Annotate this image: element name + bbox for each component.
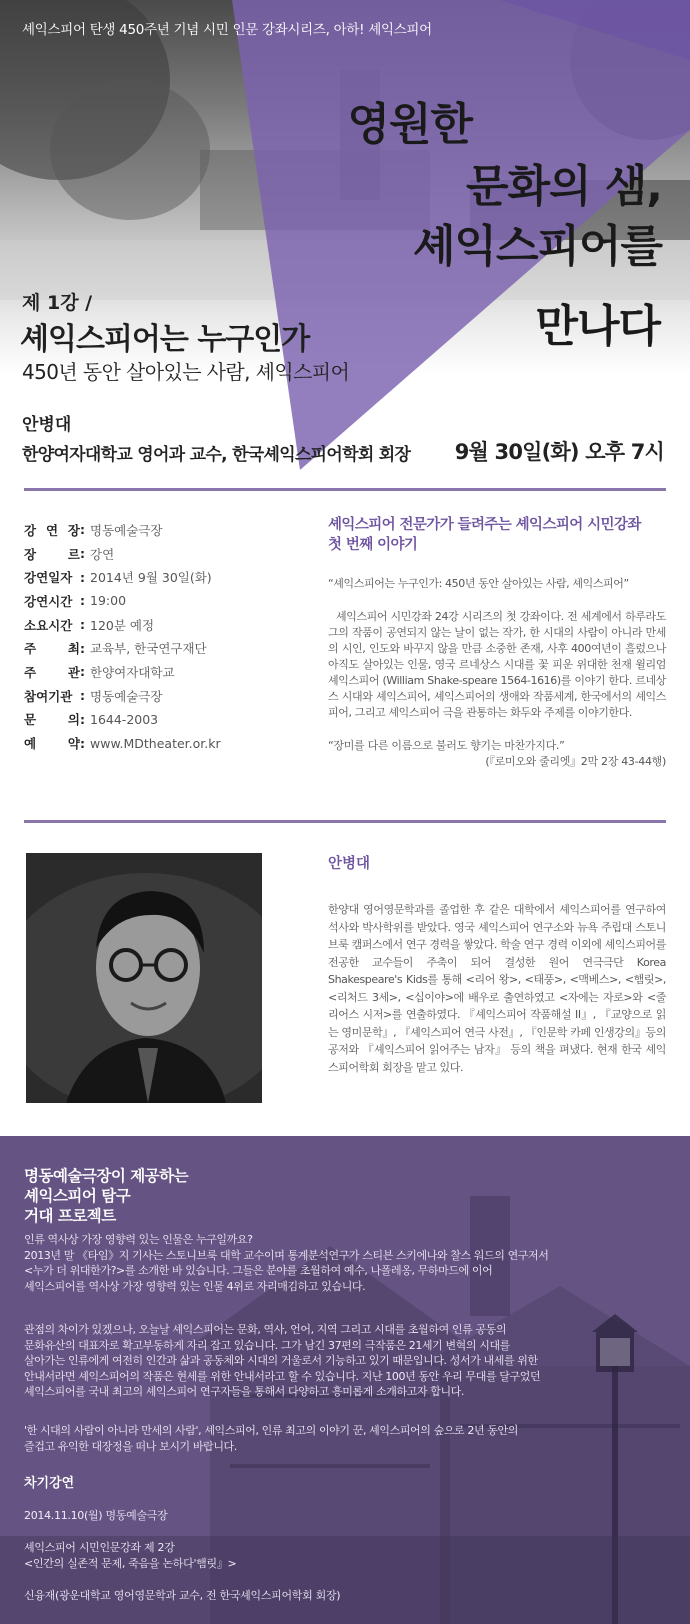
info-row-organizer: 주 관 : 한양여자대학교 [24, 664, 175, 680]
lecture-heading-line-1: 셰익스피어 전문가가 들려주는 셰익스피어 시민강좌 [328, 517, 641, 533]
text-line: 안내서라면 셰익스피어의 작품은 현세를 위한 안내서라고 할 수 있습니다. 지난 100년 동안 우리 무대를 달구었던 [24, 1369, 541, 1383]
info-label: 주 관 [24, 664, 80, 680]
info-value: 19:00 [90, 593, 127, 609]
project-paragraph-2 [24, 1322, 604, 1400]
info-value: 120분 예정 [90, 617, 155, 633]
text-line: 문화유산의 대표자로 확고부동하게 자리 잡고 있습니다. 그가 남긴 37편의 극작품은 21세기 변혁의 시대를 [24, 1338, 510, 1352]
text-line: 2013년 말 《타임》지 기사는 스토니브룩 대학 교수이며 통계분석연구가 스티븐 스키에나와 찰스 워드의 연구저서 [24, 1248, 549, 1262]
headline-line-4: 만나다 [535, 301, 660, 352]
headline-line-2: 문화의 샘, [465, 161, 662, 212]
info-label: 강 연 장 [24, 522, 80, 538]
lecture-datetime: 9월 30일(화) 오후 7시 [454, 440, 664, 464]
speaker-photo [26, 853, 262, 1103]
lecture-subtitle: 450년 동안 살아있는 사람, 셰익스피어 [22, 360, 350, 384]
profile-bio: 한양대 영어영문학과를 졸업한 후 같은 대학에서 셰익스피어를 연구하여 석사와 박사학위를 받았다. 영국 셰익스피어 연구소와 뉴욕 주립대 스토니브룩 캠퍼스에서 연구 경력을 쌓았다. 학술 연구 경력 이외에 셰익스피어를 전공한 교수들이 주축이 되어 결성한 원어 연극극단 Korea Shakespeare's Kids를 통해 <리어 왕>, <태풍>, <맥베스>, <햄릿>, <리처드 3세>, <십이야>에 배우로 출연하였고 <자에는 자로>와 <줄리어스 시저>를 연출하였다. 『셰익스피어 작품해설 II』, 『교양으로 읽는 영미문학』, 『셰익스피어 연극 사전』, 『인문학 카페 인생강의』등의 공저와 『셰익스피어 읽어주는 남자』 등의 책을 펴냈다. 현재 한국 셰익스피어학회 회장을 맡고 있다. [328, 903, 666, 1074]
divider-middle [24, 820, 666, 823]
reservation-link[interactable]: www.MDtheater.or.kr [90, 735, 221, 751]
info-label: 주 최 [24, 641, 80, 657]
info-value: 명동예술극장 [90, 522, 163, 538]
info-label: 강연시간 [24, 593, 73, 609]
rose-quote-source: (『로미오와 줄리엣』2막 2장 43-44행) [485, 755, 666, 768]
profile-name: 안병대 [328, 856, 371, 872]
info-label: 장 르 [24, 546, 80, 562]
info-value: 강연 [90, 546, 115, 562]
project-paragraph-3 [24, 1423, 604, 1454]
headline-line-1: 영원한 [347, 99, 472, 150]
next-lecture-title: <인간의 실존적 문제, 죽음을 논하다'햄릿』> [24, 1557, 237, 1570]
info-label: 소요시간 [24, 617, 73, 633]
next-lecture-heading: 차기강연 [24, 1476, 75, 1491]
lecture-description [328, 515, 666, 769]
event-info-list [24, 518, 304, 755]
project-paragraph-1 [24, 1232, 604, 1294]
info-value: 명동예술극장 [90, 688, 163, 704]
lecture-body: 셰익스피어 시민강좌 24강 시리즈의 첫 강좌이다. 전 세계에서 하루라도 그의 작품이 공연되지 않는 날이 없는 작가, 한 시대의 사람이 아니라 만세의 시인, 인도와 바꾸지 않을 만큼 소중한 존재, 사후 400여년이 흘렀으나 아직도 살아있는 인물, 영국 르네상스 시대를 꽃 피운 위대한 천재 윌리엄 셰익스피어 (William Shake-speare 1564-1616)를 이야기 한다. 르네상스 시대와 셰익스피어, 셰익스피어의 생애와 작품세계, 한국에서의 셰익스피어, 그리고 셰익스피어 극을 관통하는 화두와 주제를 이야기한다. [328, 610, 666, 719]
text-line: 관점의 차이가 있겠으나, 오늘날 셰익스피어는 문화, 역사, 언어, 지역 그리고 시대를 초월하여 인류 공동의 [24, 1323, 507, 1336]
text-line: '한 시대의 사람이 아니라 만세의 사람', 셰익스피어, 인류 최고의 이야기 꾼, 셰익스피어의 숲으로 2년 동안의 [24, 1424, 518, 1437]
text-line: 인류 역사상 가장 영향력 있는 인물은 누구일까요? [24, 1233, 253, 1246]
project-section [0, 1136, 690, 1624]
series-title: 셰익스피어 탄생 450주년 기념 시민 인문 강좌시리즈, 아하! 셰익스피어 [22, 22, 432, 38]
divider-top [24, 488, 666, 491]
info-row-venue: 강 연 장 : 명동예술극장 [24, 522, 163, 538]
info-row-date: 강연일자 : 2014년 9월 30일(화) [24, 569, 212, 586]
lecture-heading-line-2: 첫 번째 이야기 [328, 537, 418, 553]
rose-quote: “장미를 다른 이름으로 불러도 향기는 마찬가지다.” [328, 739, 565, 752]
lecture-number: 제 1강 / [22, 292, 93, 314]
text-line: <누가 더 위대한가?>를 소개한 바 있습니다. 그들은 분야를 초월하여 예수, 나폴레옹, 무하마드에 이어 [24, 1264, 493, 1277]
info-value: 2014년 9월 30일(화) [90, 570, 212, 586]
speaker-affiliation: 한양여자대학교 영어과 교수, 한국셰익스피어학회 회장 [22, 445, 411, 465]
text-line: 셰익스피어를 국내 최고의 셰익스피어 연구자들을 통해서 다양하고 흥미롭게 소개하고자 합니다. [24, 1385, 465, 1398]
text-line: 살아가는 인류에게 여전히 인간과 삶과 공동체와 시대의 거울로서 기능하고 있기 때문입니다. 성서가 내세를 위한 [24, 1354, 538, 1367]
info-row-inquiry: 문 의 : 1644-2003 [24, 711, 159, 728]
info-row-host: 주 최 : 교육부, 한국연구재단 [24, 640, 207, 657]
text-line: 즐겁고 유익한 대장정을 떠나 보시기 바랍니다. [24, 1439, 237, 1453]
info-label: 예 약 [24, 736, 80, 752]
info-value: 교육부, 한국연구재단 [90, 641, 207, 657]
speaker-profile [328, 852, 666, 1076]
speaker-name: 안병대 [22, 415, 72, 435]
headline-line-3: 셰익스피어를 [412, 221, 662, 272]
speaker-portrait-icon [26, 853, 262, 1103]
project-title-line-2: 셰익스피어 탐구 [24, 1187, 131, 1205]
project-title [24, 1166, 188, 1226]
info-label: 문 의 [24, 712, 80, 728]
info-row-reservation: 예 약 : www.MDtheater.or.kr [24, 735, 221, 752]
next-lecture-speaker: 신융재(광운대학교 영어영문학과 교수, 전 한국셰익스피어학회 회장) [24, 1589, 341, 1602]
info-row-time: 강연시간 : 19:00 [24, 593, 127, 609]
project-title-line-1: 명동예술극장이 제공하는 [24, 1167, 189, 1185]
next-lecture-series: 셰익스피어 시민인문강좌 제 2강 [24, 1541, 175, 1554]
hero-banner [0, 0, 690, 480]
text-line: 셰익스피어를 역사상 가장 영향력 있는 인물 4위로 자리매김하고 있습니다. [24, 1279, 366, 1293]
info-row-genre: 장 르 : 강연 [24, 546, 115, 562]
info-label: 강연일자 [24, 570, 73, 586]
info-value: 한양여자대학교 [90, 664, 175, 680]
info-value: 1644-2003 [90, 711, 159, 727]
info-label: 참여기관 [24, 688, 73, 704]
next-lecture-date: 2014.11.10(월) 명동예술극장 [24, 1509, 168, 1522]
lecture-quote: “셰익스피어는 누구인가: 450년 동안 살아있는 사람, 셰익스피어” [328, 577, 629, 590]
lecture-title: 셰익스피어는 누구인가 [20, 322, 310, 357]
info-row-participant: 참여기관 : 명동예술극장 [24, 688, 163, 704]
project-title-line-3: 거대 프로젝트 [24, 1207, 116, 1225]
info-row-duration: 소요시간 : 120분 예정 [24, 617, 155, 633]
